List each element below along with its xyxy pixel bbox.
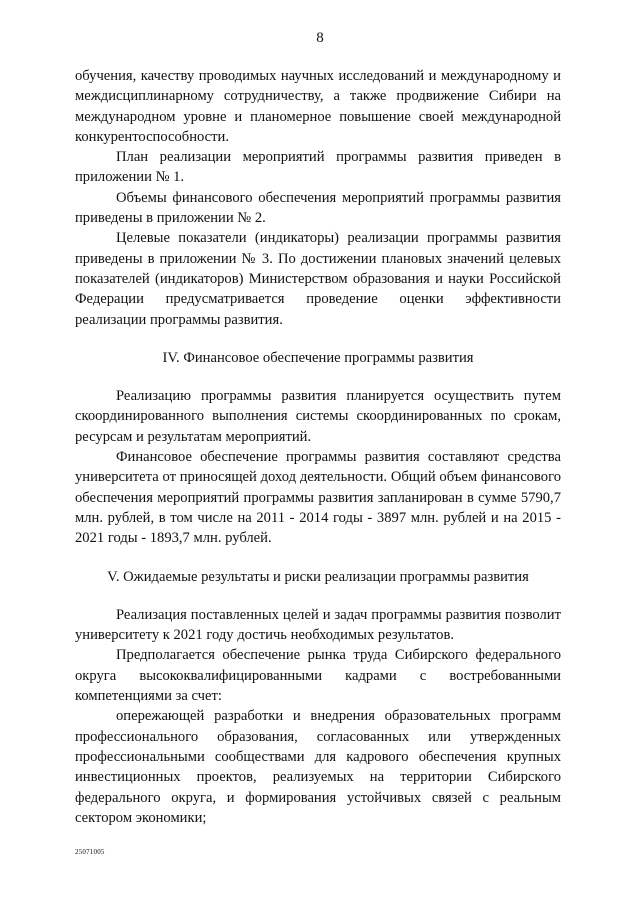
paragraph: Целевые показатели (индикаторы) реализации программы развития приведены в приложении № 3. По достижении плановых значений целевых показателей (индикаторов) Министерством образования и науки Российской Федерации предусматривается проведение оценки эффективности реализации программы развития. [75,230,561,328]
paragraph: опережающей разработки и внедрения образовательных программ профессионального образования, согласованных или утвержденных профессиональными сообществами для кадрового обеспечения крупных инвестиционных проектов, реализуемых на территории Сибирского федерального округа, и формирования устойчивых связей с реальным сектором экономики; [75,708,561,826]
document-body [75,66,561,828]
paragraph: Реализация поставленных целей и задач программы развития позволит университету к 2021 году достичь необходимых результатов. [75,606,561,644]
page-number: 8 [316,30,324,46]
section-heading-iv: IV. Финансовое обеспечение программы развития [162,349,474,366]
document-code: 25071005 [75,848,105,856]
paragraph: Объемы финансового обеспечения мероприятий программы развития приведены в приложении № 2. [75,189,561,227]
paragraph: Предполагается обеспечение рынка труда Сибирского федерального округа высококвалифицированными кадрами с востребованными компетенциями за счет: [75,647,561,705]
section-heading-v: V. Ожидаемые результаты и риски реализации программы развития [107,568,529,585]
paragraph: обучения, качеству проводимых научных исследований и международному и междисциплинарному сотрудничеству, а также продвижение Сибири на международном уровне и планомерное повышение своей международной конкурентоспособности. [75,68,561,145]
paragraph: Реализацию программы развития планируется осуществить путем скоординированного выполнения системы скоординированных по срокам, ресурсам и результатам мероприятий. [75,388,561,445]
paragraph: Финансовое обеспечение программы развития составляют средства университета от приносящей доход деятельности. Общий объем финансового обеспечения мероприятий программы развития запланирован в сумме 5790,7 млн. рублей, в том числе на 2011 - 2014 годы - 3897 млн. рублей и на 2015 - 2021 годы - 1893,7 млн. рублей. [75,449,561,547]
paragraph: План реализации мероприятий программы развития приведен в приложении № 1. [75,149,561,186]
